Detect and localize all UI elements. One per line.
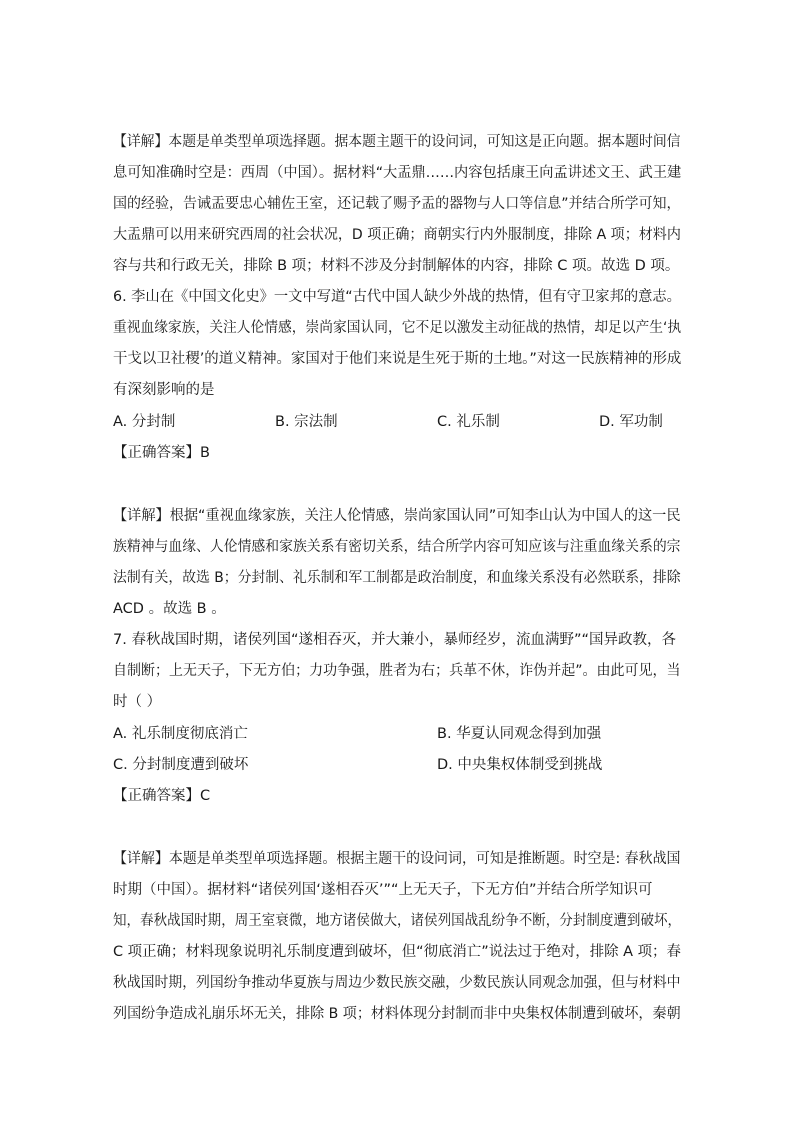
explanation-line: 秋战国时期，列国纷争推动华夏族与周边少数民族交融，少数民族认同观念加强，但与材料中: [113, 975, 681, 991]
q6-answer: 【正确答案】B: [113, 445, 210, 461]
explanation-line: ACD 。故选 B 。: [113, 601, 226, 617]
q7-answer: 【正确答案】C: [113, 788, 211, 804]
explanation-line: 列国纷争造成礼崩乐坏无关，排除 B 项；材料体现分封制而非中央集权体制遭到破坏，秦朝: [113, 1006, 681, 1022]
question-7-line: 7. 春秋战国时期，诸侯列国“遂相吞灭，并大兼小，暴师经岁，流血满野”“国异政教，各: [113, 632, 676, 648]
explanation-line: 知，春秋战国时期，周王室衰微，地方诸侯做大，诸侯列国战乱纷争不断，分封制度遭到破坏，: [113, 913, 682, 929]
explanation-line: 息可知准确时空是：西周（中国）。据材料“大盂鼎……内容包括康王向孟讲述文王、武王建: [113, 165, 682, 181]
question-6-line: 干戈以卫社稷’的道义精神。家国对于他们来说是生死于斯的土地。”对这一民族精神的形成: [113, 351, 682, 367]
q6-option-a: A. 分封制: [113, 414, 176, 430]
q7-option-d: D. 中央集权体制受到挑战: [437, 757, 603, 773]
explanation-line: 【详解】本题是单类型单项选择题。据本题主题干的设问词，可知这是正向题。据本题时间信: [113, 134, 681, 150]
q6-option-c: C. 礼乐制: [437, 414, 500, 430]
question-6-line: 6. 李山在《中国文化史》一文中写道“古代中国人缺少外战的热情，但有守卫家邦的意志。: [113, 289, 681, 305]
explanation-line: 【详解】本题是单类型单项选择题。根据主题干的设问词，可知是推断题。时空是: 春秋战国: [113, 851, 681, 867]
q7-option-b: B. 华夏认同观念得到加强: [437, 726, 602, 742]
explanation-line: 国的经验，告诫盂要忠心辅佐王室，还记载了赐予盂的器物与人口等信息”并结合所学可知，: [113, 196, 681, 212]
q6-option-d: D. 军功制: [599, 414, 663, 430]
explanation-line: 容与共和行政无关，排除 B 项；材料不涉及分封制解体的内容，排除 C 项。故选 D 项。: [113, 258, 680, 274]
explanation-line: 法制有关，故选 B；分封制、礼乐制和军工制都是政治制度，和血缘关系没有必然联系，排除: [113, 570, 681, 586]
explanation-line: 时期（中国）。据材料“诸侯列国‘遂相吞灭’”“上无天子，下无方伯”并结合所学知识可: [113, 882, 653, 898]
explanation-line: 【详解】根据“重视血缘家族，关注人伦情感，崇尚家国认同”可知李山认为中国人的这一民: [113, 508, 681, 524]
question-6-line: 有深刻影响的是: [113, 382, 215, 398]
explanation-line: 族精神与血缘、人伦情感和家族关系有密切关系，结合所学内容可知应该与注重血缘关系的宗: [113, 539, 681, 555]
q7-option-c: C. 分封制度遭到破坏: [113, 757, 249, 773]
q7-option-a: A. 礼乐制度彻底消亡: [113, 726, 248, 742]
question-7-line: 时（ ）: [113, 694, 162, 710]
question-6-line: 重视血缘家族，关注人伦情感，崇尚家国认同，它不足以激发主动征战的热情，却足以产生‘执: [113, 320, 682, 336]
explanation-line: 大盂鼎可以用来研究西周的社会状况，D 项正确；商朝实行内外服制度，排除 A 项；材料内: [113, 227, 681, 243]
question-7-line: 自制断；上无天子，下无方伯；力功争强，胜者为右；兵革不休，诈伪并起”。由此可见，当: [113, 663, 681, 679]
q6-option-b: B. 宗法制: [275, 414, 338, 430]
explanation-line: C 项正确；材料现象说明礼乐制度遭到破坏，但“彻底消亡”说法过于绝对，排除 A 项；春: [113, 944, 681, 960]
